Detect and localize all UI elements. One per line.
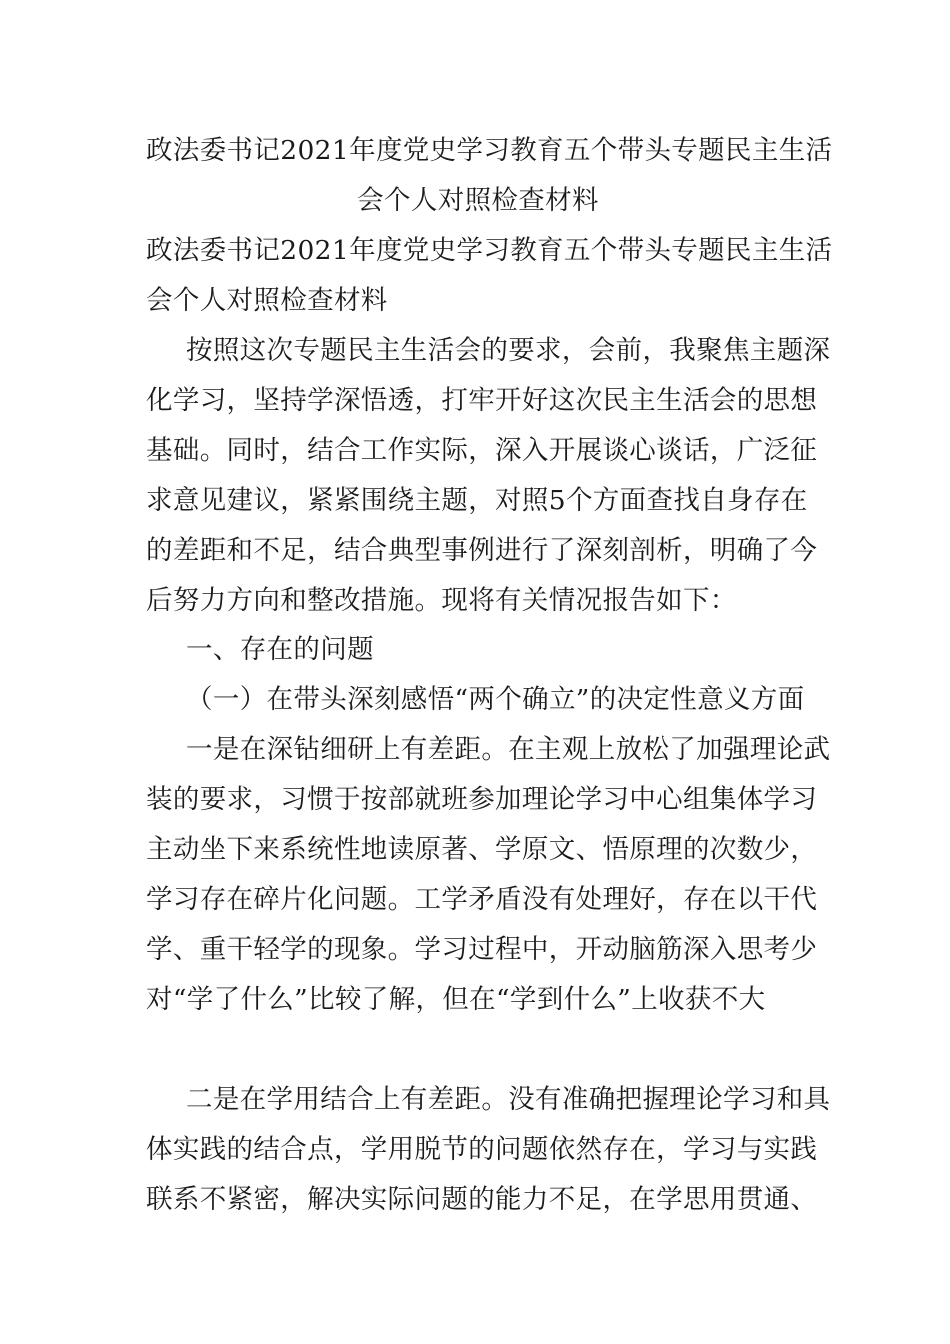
paragraph-one-line: 主动坐下来系统性地读原著、学原文、悟原理的次数少， xyxy=(146,834,818,865)
paragraph-one-line: 学习存在碎片化问题。工学矛盾没有处理好，存在以干代 xyxy=(146,884,818,915)
paragraph-one-line: 学、重干轻学的现象。学习过程中，开动脑筋深入思考少 xyxy=(146,934,818,965)
intro-paragraph-line: 求意见建议，紧紧围绕主题，对照5个方面查找自身存在 xyxy=(146,485,808,516)
paragraph-one-line: 对“学了什么”比较了解，但在“学到什么”上收获不大 xyxy=(146,984,766,1015)
paragraph-one-line: 装的要求，习惯于按部就班参加理论学习中心组集体学习 xyxy=(146,784,818,815)
intro-paragraph-line: 基础。同时，结合工作实际，深入开展谈心谈话，广泛征 xyxy=(146,435,818,466)
paragraph-one-line: 一是在深钻细研上有差距。在主观上放松了加强理论武 xyxy=(186,734,831,765)
document-subtitle-line-1: 政法委书记2021年度党史学习教育五个带头专题民主生活 xyxy=(146,235,833,266)
document-title-line-1: 政法委书记2021年度党史学习教育五个带头专题民主生活 xyxy=(146,135,833,166)
document-title-line-2: 会个人对照检查材料 xyxy=(357,185,599,216)
intro-paragraph-line: 化学习，坚持学深悟透，打牢开好这次民主生活会的思想 xyxy=(146,385,818,416)
section-heading: 一、存在的问题 xyxy=(186,634,374,665)
intro-paragraph-line: 的差距和不足，结合典型事例进行了深刻剖析，明确了今 xyxy=(146,535,818,566)
paragraph-two-line: 体实践的结合点，学用脱节的问题依然存在，学习与实践 xyxy=(146,1134,818,1165)
intro-paragraph-line: 后努力方向和整改措施。现将有关情况报告如下： xyxy=(146,585,737,616)
document-subtitle-line-2: 会个人对照检查材料 xyxy=(146,285,388,316)
paragraph-two-line: 二是在学用结合上有差距。没有准确把握理论学习和具 xyxy=(186,1084,831,1115)
subsection-heading: （一）在带头深刻感悟“两个确立”的决定性意义方面 xyxy=(186,684,805,715)
intro-paragraph-line: 按照这次专题民主生活会的要求，会前，我聚焦主题深 xyxy=(186,335,831,366)
paragraph-two-line: 联系不紧密，解决实际问题的能力不足，在学思用贯通、 xyxy=(146,1184,818,1215)
